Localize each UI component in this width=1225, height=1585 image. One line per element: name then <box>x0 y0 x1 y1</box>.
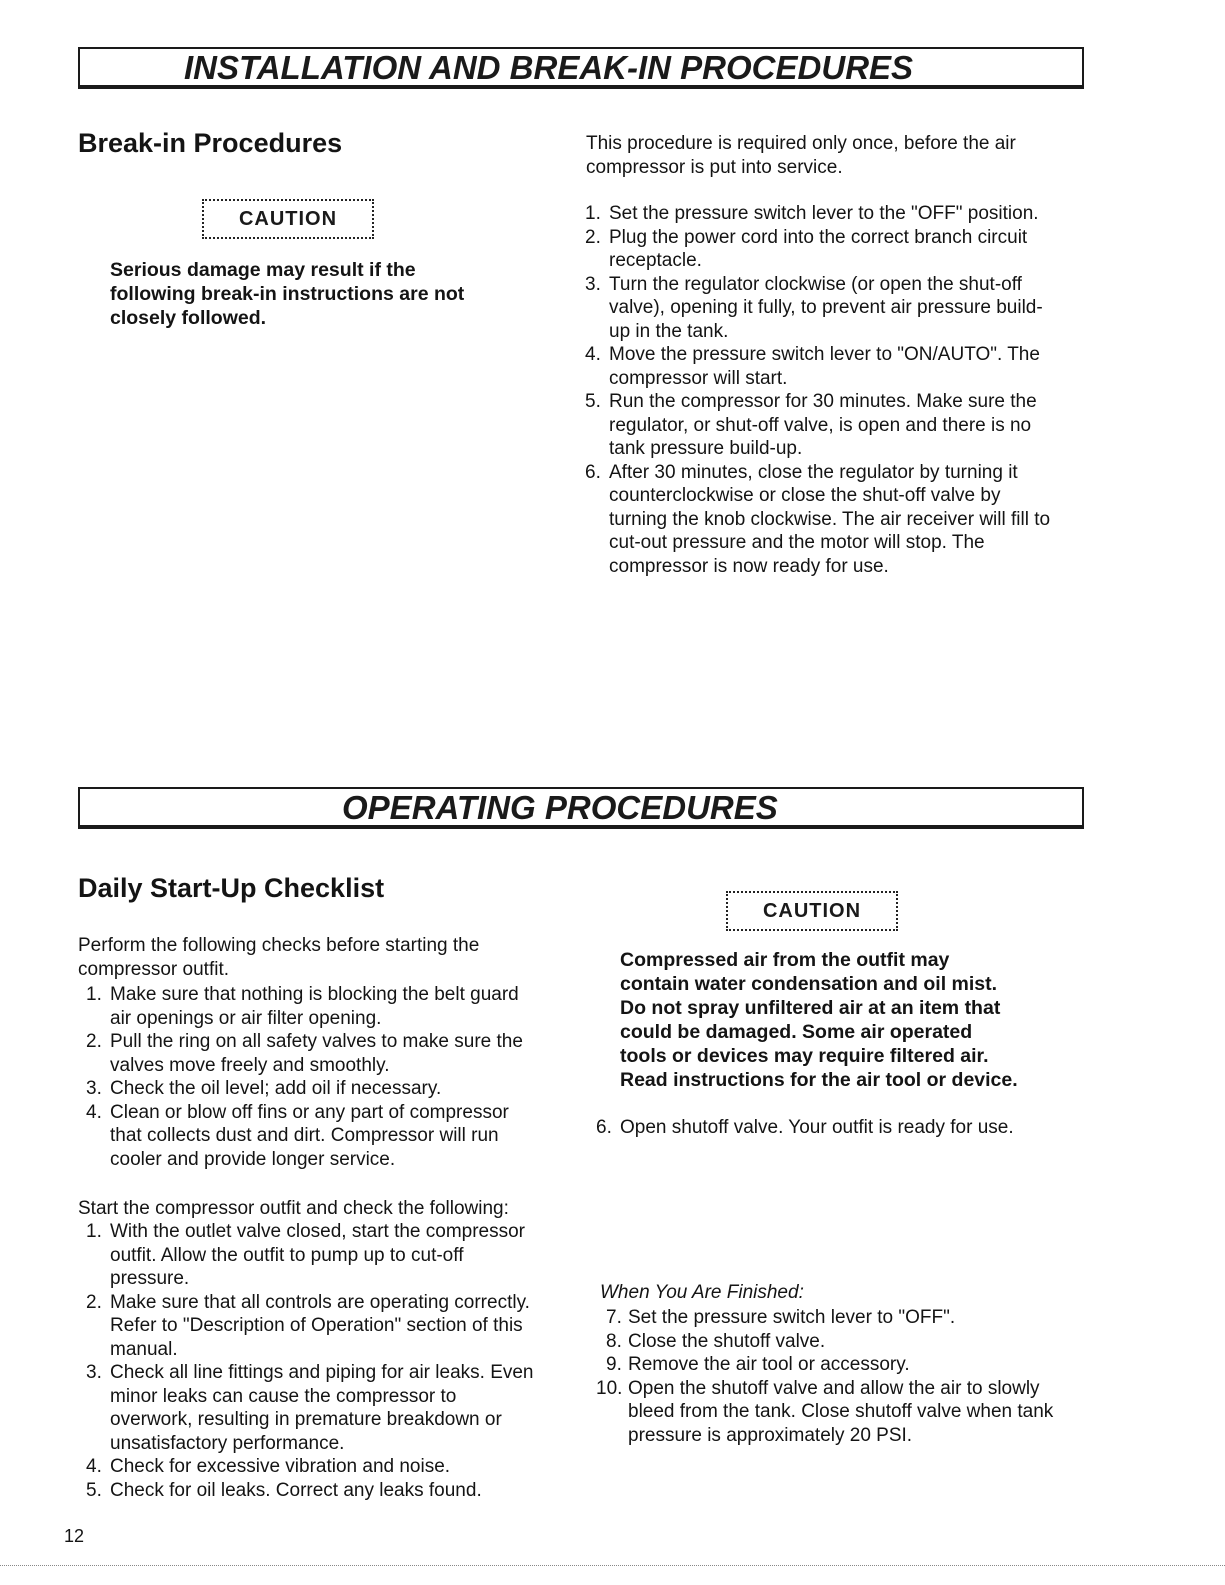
list-item: 4. Check for excessive vibration and noise. <box>86 1456 451 1477</box>
list-item: 4. Move the pressure switch lever to "ON/AUTO". The compressor will start. <box>585 344 1040 389</box>
banner-title: OPERATING PROCEDURES <box>342 789 778 826</box>
list-item: 9. Remove the air tool or accessory. <box>606 1354 910 1375</box>
finished-heading: When You Are Finished: <box>600 1282 804 1303</box>
list-item: 7. Set the pressure switch lever to "OFF". <box>606 1307 956 1328</box>
start-checks <box>78 1220 542 1502</box>
list-item: 2. Plug the power cord into the correct branch circuit receptacle. <box>585 226 1028 271</box>
list-item: 6. After 30 minutes, close the regulator by turning it counterclockwise or close the shut-off valve by turning the knob clockwise. The air receiver will fill to cut-out pressure and the motor will stop. The compressor is now ready for use. <box>585 461 1051 577</box>
list-item: 5. Check for oil leaks. Correct any leaks found. <box>86 1479 482 1501</box>
list-item: 8. Close the shutoff valve. <box>606 1330 826 1352</box>
caution-badge: CAUTION <box>202 199 374 239</box>
break-in-heading: Break-in Procedures <box>78 128 343 158</box>
list-item: 5. Run the compressor for 30 minutes. Make sure the regulator, or shut-off valve, is open and there is no tank pressure build-up. <box>585 391 1037 459</box>
list-item: 3. Turn the regulator clockwise (or open the shut-off valve), opening it fully, to prevent air pressure build-up in the tank. <box>585 273 1043 342</box>
section-banner-operating <box>78 787 1084 829</box>
break-in-intro: This procedure is required only once, before the air compressor is put into service. <box>586 133 1016 178</box>
page-number: 12 <box>64 1526 85 1546</box>
bottom-divider <box>0 1565 1225 1566</box>
list-item: 2. Make sure that all controls are operating correctly. Refer to "Description of Operation" section of this manual. <box>86 1291 530 1360</box>
step-six <box>596 1116 1066 1140</box>
finish-steps <box>596 1306 1074 1447</box>
operating-caution-text: Compressed air from the outfit may contain water condensation and oil mist. Do not spray unfiltered air at an item that could be damaged. Some air operated tools or devices may require filtered air. Read instructions for the air tool or device. <box>620 949 1018 1091</box>
list-item: 1. Set the pressure switch lever to the "OFF" position. <box>585 203 1039 224</box>
daily-intro: Perform the following checks before starting the compressor outfit. <box>78 935 480 980</box>
list-item: 3. Check all line fittings and piping for air leaks. Even minor leaks can cause the compressor to overwork, resulting in premature breakdown or unsatisfactory performance. <box>86 1362 534 1454</box>
daily-checklist-heading: Daily Start-Up Checklist <box>78 873 385 903</box>
list-item: 2. Pull the ring on all safety valves to make sure the valves move freely and smoothly. <box>86 1031 523 1076</box>
caution-badge: CAUTION <box>726 891 898 931</box>
start-intro: Start the compressor outfit and check the following: <box>78 1198 509 1219</box>
list-item: 6. Open shutoff valve. Your outfit is ready for use. <box>596 1117 1014 1138</box>
section-banner-installation <box>78 47 1084 89</box>
list-item: 1. With the outlet valve closed, start the compressor outfit. Allow the outfit to pump up to cut-off pressure. <box>86 1221 526 1289</box>
list-item: 10. Open the shutoff valve and allow the air to slowly bleed from the tank. Close shutoff valve when tank pressure is approximately 20 PSI. <box>596 1377 1054 1446</box>
banner-title: INSTALLATION AND BREAK-IN PROCEDURES <box>184 49 914 86</box>
break-in-steps <box>585 202 1055 578</box>
break-in-caution-text: Serious damage may result if the following break-in instructions are not closely followed. <box>110 259 465 329</box>
list-item: 4. Clean or blow off fins or any part of compressor that collects dust and dirt. Compressor will run cooler and provide longer service. <box>86 1101 509 1170</box>
daily-checks <box>78 983 542 1171</box>
list-item: 1. Make sure that nothing is blocking the belt guard air openings or air filter opening. <box>86 984 519 1029</box>
list-item: 3. Check the oil level; add oil if necessary. <box>86 1078 442 1099</box>
